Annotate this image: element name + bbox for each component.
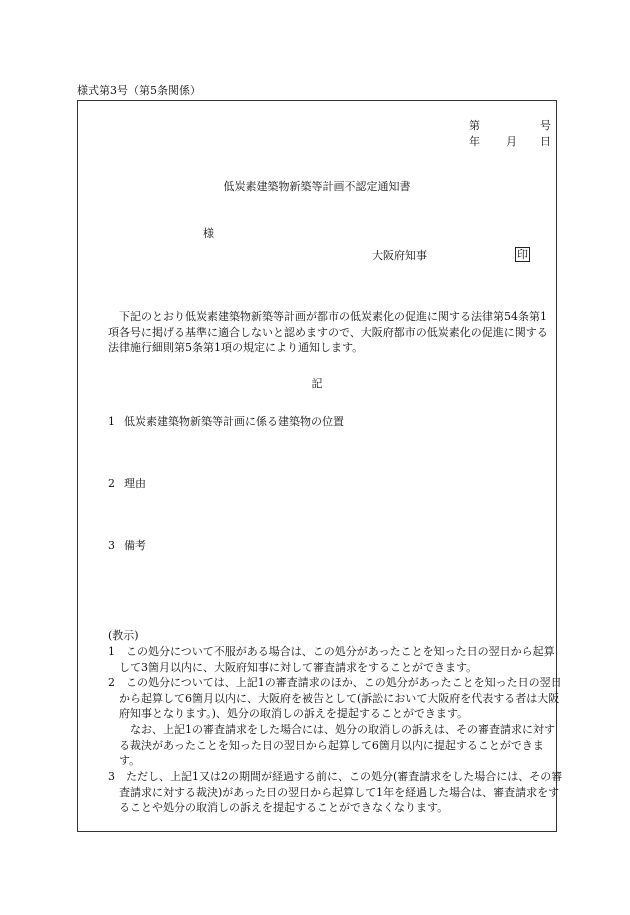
date-month: 月: [506, 135, 517, 148]
item-1-label: 低炭素建築物新築等計画に係る建築物の位置: [124, 415, 344, 428]
notice-heading: (教示): [108, 629, 139, 642]
notice-paragraph-2: 2 この処分については、上記1の審査請求のほか、この処分があったことを知った日の翌日から起算して6箇月以内に、大阪府を被告として(訴訟において大阪府を代表する者は大阪府知事となります。)、処分の取消しの訴えを提起することができます。: [108, 676, 562, 720]
notice-paragraph-1: 1 この処分について不服がある場合は、この処分があったことを知った日の翌日から起算して3箇月以内に、大阪府知事に対して審査請求をすることができます。: [108, 645, 555, 674]
ki-heading: 記: [311, 377, 323, 390]
notice-paragraph-2-note: なお、上記1の審査請求をした場合には、処分の取消しの訴えは、その審査請求に対する裁決があったことを知った日の翌日から起算して6箇月以内に提起することができます。: [119, 723, 555, 767]
document-frame: [77, 100, 563, 832]
number-prefix: 第: [469, 119, 480, 132]
seal-label: 印: [517, 248, 528, 261]
date-day: 日: [540, 135, 551, 148]
body-text: 下記のとおり低炭素建築物新築等計画が都市の低炭素化の促進に関する法律第54条第1項各号に掲げる基準に適合しないと認めますので、大阪府都市の低炭素化の促進に関する法律施行細則第5条第1項の規定により通知します。: [108, 310, 548, 354]
seal-mark: [515, 247, 530, 262]
item-2-label: 理由: [124, 477, 146, 490]
item-1-number: 1: [108, 415, 115, 428]
item-3-label: 備考: [124, 539, 146, 552]
date-year: 年: [469, 135, 480, 148]
document-title: 低炭素建築物新築等計画不認定通知書: [223, 180, 411, 193]
addressee-suffix: 様: [203, 227, 214, 240]
number-suffix: 号: [540, 119, 551, 132]
notice-paragraph-3: 3 ただし、上記1又は2の期間が経過する前に、この処分(審査請求をした場合には、その審査請求に対する裁決)があった日の翌日から起算して1年を経過した場合は、審査請求をすることや処分の取消しの訴えを提起することができなくなります。: [108, 770, 563, 814]
item-2-number: 2: [108, 477, 115, 490]
form-number: 様式第3号（第5条関係）: [77, 84, 201, 97]
issuer-name: 大阪府知事: [372, 249, 427, 262]
item-3-number: 3: [108, 539, 115, 552]
